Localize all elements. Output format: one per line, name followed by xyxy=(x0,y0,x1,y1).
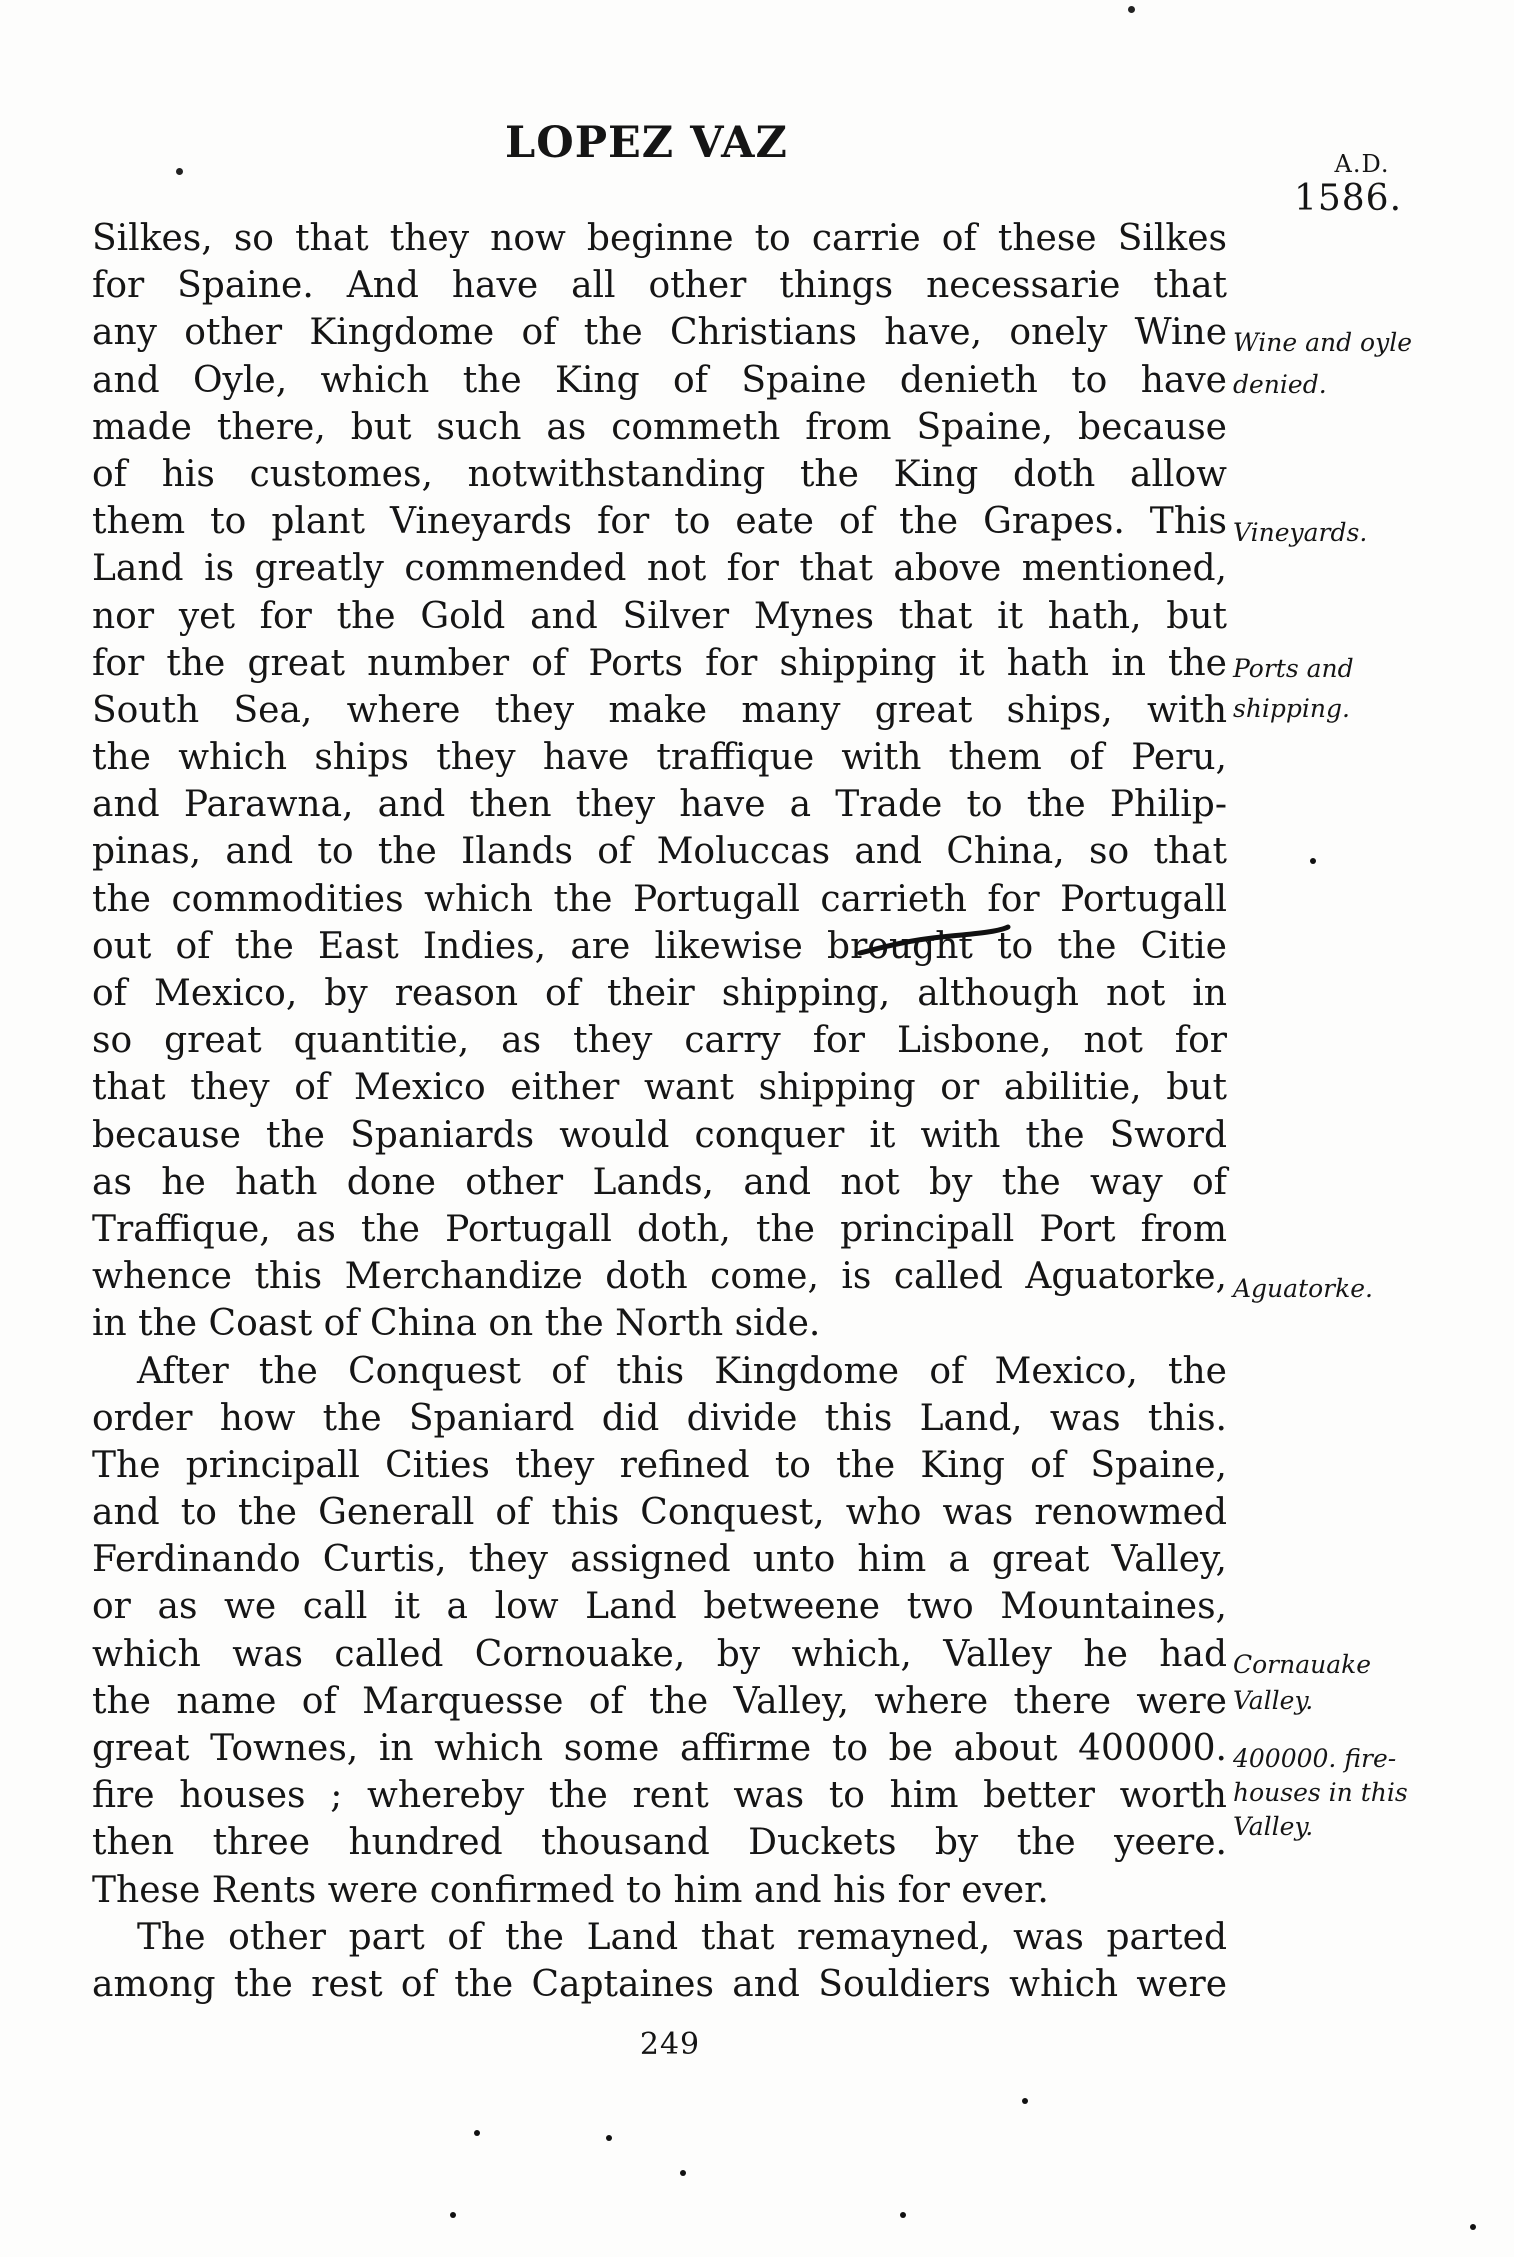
text-line: so great quantitie, as they carry for Lisbone, not for xyxy=(92,1020,1227,1062)
margin-note-cornouake: Valley. xyxy=(1233,1686,1314,1715)
text-line: of his customes, notwithstanding the King doth allow xyxy=(92,453,1227,495)
year-label: 1586. xyxy=(1293,178,1403,219)
text-line: in the Coast of China on the North side. xyxy=(92,1303,821,1345)
text-line: or as we call it a low Land betweene two Mountaines, xyxy=(92,1586,1227,1628)
text-line: great Townes, in which some affirme to be about 400000. xyxy=(92,1728,1227,1769)
text-line: the name of Marquesse of the Valley, where there were xyxy=(92,1680,1227,1722)
text-line: which was called Cornouake, by which, Valley he had xyxy=(92,1633,1227,1675)
margin-note-fire-houses: Valley. xyxy=(1233,1812,1314,1841)
text-line: then three hundred thousand Duckets by the yeere. xyxy=(92,1822,1227,1864)
text-line: nor yet for the Gold and Silver Mynes that it hath, but xyxy=(92,595,1227,637)
margin-note-ports: Ports and xyxy=(1233,654,1354,683)
page-number: 249 xyxy=(639,2027,701,2062)
print-speck xyxy=(1128,6,1135,13)
text-line: The principall Cities they refined to the King of Spaine, xyxy=(92,1444,1227,1486)
era-label: A.D. xyxy=(1334,150,1390,178)
margin-note-fire-houses: 400000. fire- xyxy=(1233,1744,1397,1773)
text-line: and Parawna, and then they have a Trade to the Philip- xyxy=(92,784,1227,826)
text-line: South Sea, where they make many great ships, with xyxy=(92,689,1227,731)
text-line: out of the East Indies, are likewise brought to the Citie xyxy=(92,925,1227,967)
text-line: These Rents were confirmed to him and his for ever. xyxy=(92,1869,1049,1911)
text-line: for Spaine. And have all other things necessarie that xyxy=(92,265,1227,307)
print-speck xyxy=(450,2212,456,2218)
text-line: and Oyle, which the King of Spaine denieth to have xyxy=(92,359,1227,401)
text-line: made there, but such as commeth from Spaine, because xyxy=(92,406,1227,448)
print-speck xyxy=(176,168,183,175)
text-line: whence this Merchandize doth come, is called Aguatorke, xyxy=(92,1256,1227,1298)
text-line: Traffique, as the Portugall doth, the principall Port from xyxy=(92,1208,1227,1250)
text-line: After the Conquest of this Kingdome of Mexico, the xyxy=(137,1350,1227,1392)
body-text xyxy=(92,215,1227,2008)
text-line: for the great number of Ports for shipping it hath in the xyxy=(92,642,1227,684)
print-speck xyxy=(606,2135,612,2141)
text-line: them to plant Vineyards for to eate of the Grapes. This xyxy=(92,501,1227,543)
margin-note-wine: denied. xyxy=(1233,370,1327,399)
margin-note-ports: shipping. xyxy=(1233,694,1350,723)
print-speck xyxy=(1310,858,1316,864)
text-line: Silkes, so that they now beginne to carrie of these Silkes xyxy=(92,218,1227,259)
margin-note-fire-houses: houses in this xyxy=(1233,1778,1408,1807)
text-line: and to the Generall of this Conquest, who was renowmed xyxy=(92,1492,1227,1534)
print-speck xyxy=(1470,2224,1476,2230)
running-title: LOPEZ VAZ xyxy=(505,118,788,168)
text-line: Ferdinando Curtis, they assigned unto him a great Valley, xyxy=(92,1539,1227,1581)
text-line: Land is greatly commended not for that above mentioned, xyxy=(92,548,1227,590)
text-line: as he hath done other Lands, and not by the way of xyxy=(92,1161,1227,1203)
text-line: that they of Mexico either want shipping or abilitie, but xyxy=(92,1067,1227,1109)
print-speck xyxy=(474,2130,480,2136)
text-line: the commodities which the Portugall carrieth for Portugall xyxy=(92,878,1227,920)
text-line: the which ships they have traffique with them of Peru, xyxy=(92,737,1227,779)
print-speck xyxy=(900,2212,906,2218)
text-line: The other part of the Land that remayned, was parted xyxy=(137,1916,1227,1958)
margin-note-aguatorke: Aguatorke. xyxy=(1233,1274,1374,1303)
text-line: pinas, and to the Ilands of Moluccas and China, so that xyxy=(92,831,1227,873)
print-speck xyxy=(1022,2098,1028,2104)
print-speck xyxy=(680,2170,686,2176)
text-line: because the Spaniards would conquer it with the Sword xyxy=(92,1114,1227,1156)
text-line: of Mexico, by reason of their shipping, although not in xyxy=(92,973,1227,1014)
text-line: any other Kingdome of the Christians have, onely Wine xyxy=(92,312,1227,354)
text-line: fire houses ; whereby the rent was to him better worth xyxy=(92,1775,1227,1817)
margin-note-wine: Wine and oyle xyxy=(1233,328,1413,357)
margin-note-cornouake: Cornauake xyxy=(1233,1650,1372,1679)
text-line: order how the Spaniard did divide this Land, was this. xyxy=(92,1397,1227,1439)
margin-note-vineyards: Vineyards. xyxy=(1233,518,1368,547)
pen-underline-mark xyxy=(852,905,1012,965)
text-line: among the rest of the Captaines and Souldiers which were xyxy=(92,1963,1227,2005)
